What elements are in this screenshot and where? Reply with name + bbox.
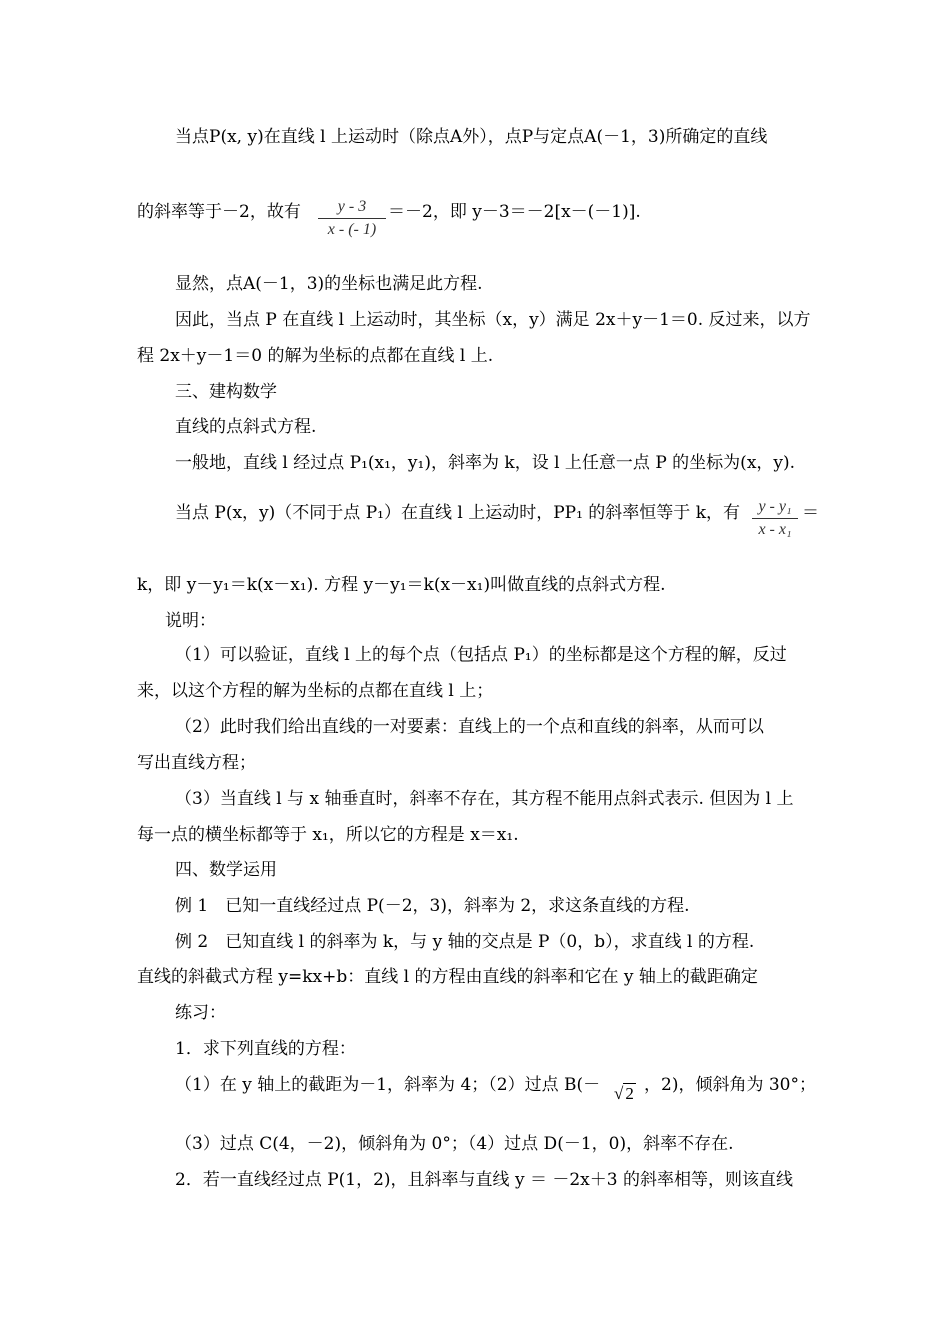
text-line: 例 2 已知直线 l 的斜率为 k，与 y 轴的交点是 P（0，b），求直线 l 的方程.: [175, 932, 755, 952]
text-line: ，2)，倾斜角为 30°；: [644, 1075, 816, 1095]
fraction-bar: [752, 518, 798, 519]
text-line: 直线的点斜式方程.: [175, 417, 317, 437]
text-line: 当点P(x, y)在直线 l 上运动时（除点A外），点P与定点A(－1，3)所确定的直线: [175, 127, 768, 147]
fraction-denominator: x - x₁: [758, 521, 792, 538]
text-line: 当点 P(x，y)（不同于点 P₁）在直线 l 上运动时，PP₁ 的斜率恒等于 k，有: [175, 503, 740, 523]
fraction-numerator: y - y₁: [758, 498, 792, 515]
text-line: 说明：: [165, 611, 216, 631]
text-line: 每一点的横坐标都等于 x₁，所以它的方程是 x＝x₁.: [137, 825, 519, 845]
text-line: （2）此时我们给出直线的一对要素：直线上的一个点和直线的斜率，从而可以: [175, 717, 764, 737]
text-line: （3）过点 C(4，－2)，倾斜角为 0°；（4）过点 D(－1，0)，斜率不存在.: [175, 1134, 734, 1154]
text-line: 1．求下列直线的方程：: [175, 1039, 356, 1059]
sqrt-expression: √ 2: [614, 1084, 634, 1103]
text-line: 例 1 已知一直线经过点 P(－2，3)，斜率为 2，求这条直线的方程.: [175, 896, 690, 916]
text-line: （3）当直线 l 与 x 轴垂直时，斜率不存在，其方程不能用点斜式表示. 但因为 l 上: [175, 789, 794, 809]
text-line: 因此，当点 P 在直线 l 上运动时，其坐标（x，y）满足 2x＋y－1＝0. 反过来，以方: [175, 310, 811, 330]
text-line: （1）可以验证，直线 l 上的每个点（包括点 P₁）的坐标都是这个方程的解，反过: [175, 645, 787, 665]
text-line: （1）在 y 轴上的截距为－1，斜率为 4；（2）过点 B(－: [175, 1075, 601, 1095]
sqrt-radicand: 2: [625, 1084, 634, 1103]
fraction-denominator: x - (- 1): [327, 221, 377, 238]
text-line: 显然，点A(－1，3)的坐标也满足此方程.: [175, 274, 483, 294]
text-line: 程 2x＋y－1＝0 的解为坐标的点都在直线 l 上.: [137, 346, 494, 366]
text-line: 一般地，直线 l 经过点 P₁(x₁，y₁)，斜率为 k，设 l 上任意一点 P 的坐标为(x，y).: [175, 453, 796, 473]
text-line: 写出直线方程；: [137, 753, 256, 773]
text-line: 的斜率等于－2，故有: [137, 202, 301, 222]
text-line: ＝: [802, 503, 819, 523]
section-heading: 四、数学运用: [175, 860, 277, 880]
fraction-bar: [318, 218, 386, 219]
text-line: 2．若一直线经过点 P(1，2)，且斜率与直线 y ＝ －2x＋3 的斜率相等，则该直线: [175, 1170, 793, 1190]
fraction-point-slope: [752, 498, 798, 539]
text-line: ＝－2，即 y－3＝－2[x－(－1)].: [388, 202, 641, 222]
section-heading: 三、建构数学: [175, 382, 277, 402]
text-line: 来，以这个方程的解为坐标的点都在直线 l 上；: [137, 681, 494, 701]
text-line: k，即 y－y₁＝k(x－x₁). 方程 y－y₁＝k(x－x₁)叫做直线的点斜式方程.: [137, 575, 666, 595]
fraction-slope: [318, 198, 386, 239]
text-line: 直线的斜截式方程 y=kx+b：直线 l 的方程由直线的斜率和它在 y 轴上的截距确定: [137, 967, 758, 987]
fraction-numerator: y - 3: [337, 198, 367, 215]
text-line: 练习：: [175, 1003, 226, 1023]
